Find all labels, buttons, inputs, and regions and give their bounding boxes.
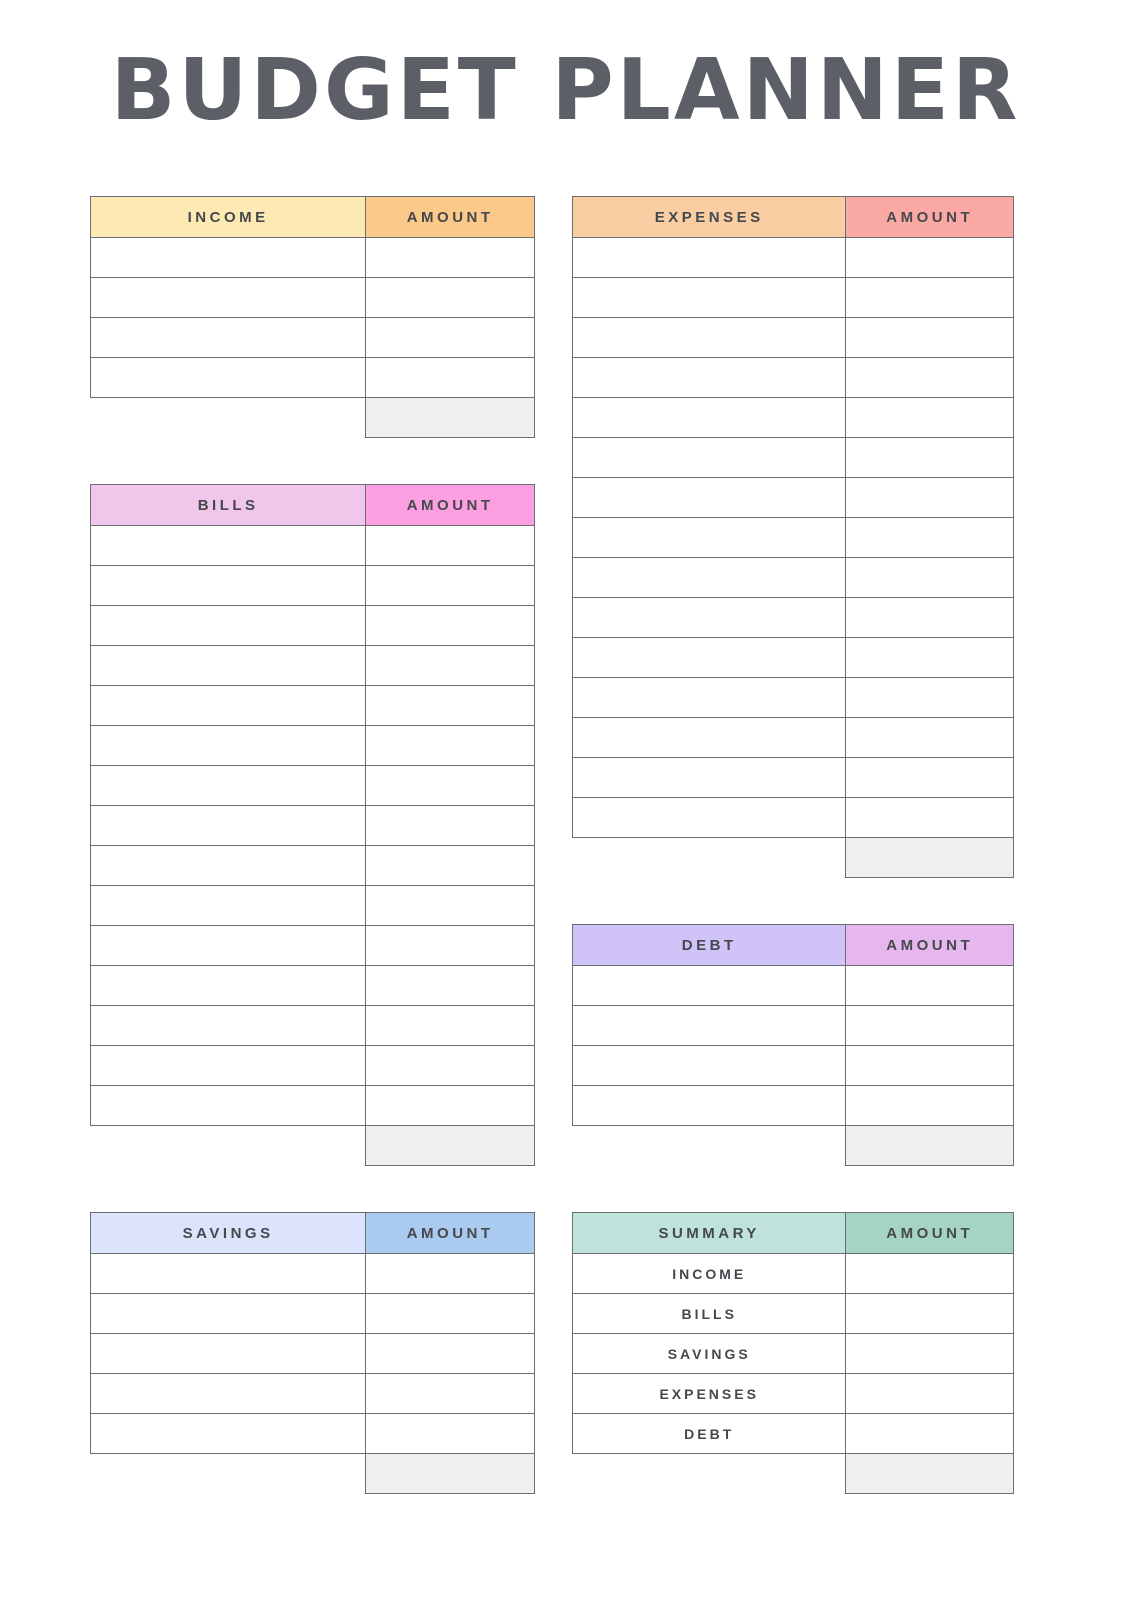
expenses-amount-cell[interactable]: [846, 798, 1014, 838]
bills-name-cell[interactable]: [91, 686, 366, 726]
savings-amount-cell[interactable]: [366, 1294, 535, 1334]
expenses-amount-cell[interactable]: [846, 518, 1014, 558]
bills-amount-cell[interactable]: [366, 1046, 535, 1086]
section-spacer: [90, 1166, 535, 1212]
section-spacer: [90, 438, 535, 484]
table-row[interactable]: [91, 526, 535, 566]
debt-name-cell[interactable]: [573, 1086, 846, 1126]
table-row[interactable]: [573, 638, 1014, 678]
debt-amount-cell[interactable]: [846, 1046, 1014, 1086]
table-row[interactable]: [573, 518, 1014, 558]
spacer-cell: [91, 1454, 366, 1494]
summary-name-header: SUMMARY: [573, 1213, 846, 1254]
bills-total-row: [91, 1126, 535, 1166]
table-row[interactable]: [573, 1046, 1014, 1086]
table-row[interactable]: [91, 846, 535, 886]
spacer-cell: [91, 398, 366, 438]
table-row[interactable]: [91, 686, 535, 726]
bills-amount-cell[interactable]: [366, 886, 535, 926]
debt-amount-cell[interactable]: [846, 1006, 1014, 1046]
expenses-amount-cell[interactable]: [846, 438, 1014, 478]
summary-row-label: INCOME: [573, 1254, 846, 1294]
table-row[interactable]: [573, 678, 1014, 718]
table-row[interactable]: [91, 806, 535, 846]
spacer-cell: [573, 838, 846, 878]
table-row[interactable]: [573, 438, 1014, 478]
table-row[interactable]: [91, 1254, 535, 1294]
table-row[interactable]: [573, 966, 1014, 1006]
bills-amount-cell[interactable]: [366, 966, 535, 1006]
debt-total-row: [573, 1126, 1014, 1166]
table-row[interactable]: [91, 606, 535, 646]
table-row[interactable]: [91, 318, 535, 358]
summary-amount-cell[interactable]: [846, 1374, 1014, 1414]
bills-name-cell[interactable]: [91, 606, 366, 646]
summary-row-label: EXPENSES: [573, 1374, 846, 1414]
income-name-cell[interactable]: [91, 278, 366, 318]
table-header-row: [573, 1213, 1014, 1254]
table-row[interactable]: [573, 718, 1014, 758]
bills-amount-cell[interactable]: [366, 846, 535, 886]
income-amount-cell[interactable]: [366, 358, 535, 398]
debt-amount-header: AMOUNT: [846, 925, 1014, 966]
table-row[interactable]: [573, 1294, 1014, 1334]
summary-amount-cell[interactable]: [846, 1294, 1014, 1334]
table-row[interactable]: [573, 558, 1014, 598]
bills-name-cell[interactable]: [91, 806, 366, 846]
table-row[interactable]: [91, 726, 535, 766]
expenses-name-cell[interactable]: [573, 278, 846, 318]
table-row[interactable]: [573, 1086, 1014, 1126]
bills-name-cell[interactable]: [91, 1086, 366, 1126]
table-row[interactable]: [91, 926, 535, 966]
debt-name-cell[interactable]: [573, 966, 846, 1006]
bills-name-cell[interactable]: [91, 886, 366, 926]
debt-name-cell[interactable]: [573, 1046, 846, 1086]
table-header-row: [573, 197, 1014, 238]
table-row[interactable]: [573, 1254, 1014, 1294]
table-header-row: [91, 485, 535, 526]
bills-amount-cell[interactable]: [366, 726, 535, 766]
summary-row-label: SAVINGS: [573, 1334, 846, 1374]
summary-row-label: DEBT: [573, 1414, 846, 1454]
bills-amount-cell[interactable]: [366, 766, 535, 806]
expenses-name-cell[interactable]: [573, 398, 846, 438]
table-row[interactable]: [91, 1006, 535, 1046]
income-name-cell[interactable]: [91, 358, 366, 398]
table-row[interactable]: [91, 766, 535, 806]
savings-amount-cell[interactable]: [366, 1254, 535, 1294]
table-row[interactable]: [91, 566, 535, 606]
table-row[interactable]: [91, 238, 535, 278]
table-row[interactable]: [91, 278, 535, 318]
expenses-total-row: [573, 838, 1014, 878]
expenses-name-cell[interactable]: [573, 318, 846, 358]
expenses-amount-cell[interactable]: [846, 238, 1014, 278]
bills-name-cell[interactable]: [91, 726, 366, 766]
debt-name-cell[interactable]: [573, 1006, 846, 1046]
bills-amount-cell[interactable]: [366, 606, 535, 646]
bills-amount-cell[interactable]: [366, 526, 535, 566]
expenses-name-cell[interactable]: [573, 358, 846, 398]
bills-amount-cell[interactable]: [366, 926, 535, 966]
savings-name-header: SAVINGS: [91, 1213, 366, 1254]
table-row[interactable]: [91, 1374, 535, 1414]
table-header-row: [573, 925, 1014, 966]
expenses-name-cell[interactable]: [573, 598, 846, 638]
bills-amount-cell[interactable]: [366, 806, 535, 846]
expenses-name-cell[interactable]: [573, 758, 846, 798]
summary-amount-cell[interactable]: [846, 1334, 1014, 1374]
debt-amount-cell[interactable]: [846, 1086, 1014, 1126]
spacer-cell: [573, 1126, 846, 1166]
bills-total-cell[interactable]: [366, 1126, 535, 1166]
bills-name-cell[interactable]: [91, 1046, 366, 1086]
expenses-amount-cell[interactable]: [846, 718, 1014, 758]
expenses-amount-cell[interactable]: [846, 558, 1014, 598]
expenses-name-cell[interactable]: [573, 438, 846, 478]
table-header-row: [91, 1213, 535, 1254]
summary-amount-cell[interactable]: [846, 1254, 1014, 1294]
table-row[interactable]: [91, 358, 535, 398]
table-row[interactable]: [573, 798, 1014, 838]
table-row[interactable]: [91, 1046, 535, 1086]
summary-row-label: BILLS: [573, 1294, 846, 1334]
debt-table: [572, 924, 1014, 1166]
income-total-cell[interactable]: [366, 398, 535, 438]
summary-total-cell[interactable]: [846, 1454, 1014, 1494]
table-row[interactable]: [573, 1334, 1014, 1374]
income-name-cell[interactable]: [91, 318, 366, 358]
bills-amount-cell[interactable]: [366, 686, 535, 726]
bills-name-cell[interactable]: [91, 766, 366, 806]
section-spacer: [572, 1166, 1014, 1212]
bills-amount-cell[interactable]: [366, 1006, 535, 1046]
expenses-name-cell[interactable]: [573, 478, 846, 518]
bills-amount-cell[interactable]: [366, 1086, 535, 1126]
debt-total-cell[interactable]: [846, 1126, 1014, 1166]
savings-amount-cell[interactable]: [366, 1414, 535, 1454]
table-row[interactable]: [91, 886, 535, 926]
bills-name-cell[interactable]: [91, 646, 366, 686]
table-row[interactable]: [573, 318, 1014, 358]
table-row[interactable]: [573, 398, 1014, 438]
expenses-name-cell[interactable]: [573, 638, 846, 678]
page-title: BUDGET PLANNER: [110, 41, 1021, 140]
bills-amount-header: AMOUNT: [366, 485, 535, 526]
bills-name-cell[interactable]: [91, 926, 366, 966]
expenses-amount-cell[interactable]: [846, 678, 1014, 718]
right-column: [572, 196, 1014, 1494]
table-row[interactable]: [573, 1414, 1014, 1454]
savings-table: [90, 1212, 535, 1494]
expenses-name-header: EXPENSES: [573, 197, 846, 238]
expenses-amount-cell[interactable]: [846, 278, 1014, 318]
debt-name-header: DEBT: [573, 925, 846, 966]
table-row[interactable]: [91, 966, 535, 1006]
table-row[interactable]: [91, 1414, 535, 1454]
expenses-table: [572, 196, 1014, 878]
bills-amount-cell[interactable]: [366, 566, 535, 606]
expenses-name-cell[interactable]: [573, 798, 846, 838]
left-column: [90, 196, 535, 1494]
expenses-amount-cell[interactable]: [846, 478, 1014, 518]
table-row[interactable]: [573, 358, 1014, 398]
savings-total-cell[interactable]: [366, 1454, 535, 1494]
expenses-amount-cell[interactable]: [846, 318, 1014, 358]
savings-amount-header: AMOUNT: [366, 1213, 535, 1254]
income-total-row: [91, 398, 535, 438]
table-row[interactable]: [573, 1374, 1014, 1414]
savings-amount-cell[interactable]: [366, 1334, 535, 1374]
savings-total-row: [91, 1454, 535, 1494]
spacer-cell: [91, 1126, 366, 1166]
expenses-name-cell[interactable]: [573, 238, 846, 278]
expenses-amount-cell[interactable]: [846, 398, 1014, 438]
debt-amount-cell[interactable]: [846, 966, 1014, 1006]
expenses-amount-cell[interactable]: [846, 638, 1014, 678]
savings-name-cell[interactable]: [91, 1334, 366, 1374]
income-amount-header: AMOUNT: [366, 197, 535, 238]
table-row[interactable]: [91, 646, 535, 686]
expenses-amount-cell[interactable]: [846, 758, 1014, 798]
section-spacer: [572, 878, 1014, 924]
expenses-name-cell[interactable]: [573, 718, 846, 758]
savings-name-cell[interactable]: [91, 1374, 366, 1414]
savings-name-cell[interactable]: [91, 1294, 366, 1334]
expenses-name-cell[interactable]: [573, 558, 846, 598]
income-amount-cell[interactable]: [366, 278, 535, 318]
savings-name-cell[interactable]: [91, 1414, 366, 1454]
expenses-name-cell[interactable]: [573, 518, 846, 558]
table-row[interactable]: [573, 758, 1014, 798]
table-row[interactable]: [573, 278, 1014, 318]
bills-table: [90, 484, 535, 1166]
table-row[interactable]: [573, 598, 1014, 638]
income-name-header: INCOME: [91, 197, 366, 238]
summary-amount-header: AMOUNT: [846, 1213, 1014, 1254]
income-amount-cell[interactable]: [366, 318, 535, 358]
expenses-name-cell[interactable]: [573, 678, 846, 718]
summary-table: [572, 1212, 1014, 1494]
summary-total-row: [573, 1454, 1014, 1494]
table-row[interactable]: [573, 1006, 1014, 1046]
expenses-total-cell[interactable]: [846, 838, 1014, 878]
bills-name-header: BILLS: [91, 485, 366, 526]
table-header-row: [91, 197, 535, 238]
income-name-cell[interactable]: [91, 238, 366, 278]
bills-name-cell[interactable]: [91, 1006, 366, 1046]
expenses-amount-cell[interactable]: [846, 358, 1014, 398]
summary-amount-cell[interactable]: [846, 1414, 1014, 1454]
table-row[interactable]: [573, 478, 1014, 518]
expenses-amount-cell[interactable]: [846, 598, 1014, 638]
savings-amount-cell[interactable]: [366, 1374, 535, 1414]
bills-name-cell[interactable]: [91, 966, 366, 1006]
table-row[interactable]: [573, 238, 1014, 278]
table-row[interactable]: [91, 1086, 535, 1126]
spacer-cell: [573, 1454, 846, 1494]
income-table: [90, 196, 535, 438]
savings-name-cell[interactable]: [91, 1254, 366, 1294]
bills-name-cell[interactable]: [91, 846, 366, 886]
bills-name-cell[interactable]: [91, 566, 366, 606]
bills-amount-cell[interactable]: [366, 646, 535, 686]
bills-name-cell[interactable]: [91, 526, 366, 566]
table-row[interactable]: [91, 1334, 535, 1374]
income-amount-cell[interactable]: [366, 238, 535, 278]
table-row[interactable]: [91, 1294, 535, 1334]
expenses-amount-header: AMOUNT: [846, 197, 1014, 238]
